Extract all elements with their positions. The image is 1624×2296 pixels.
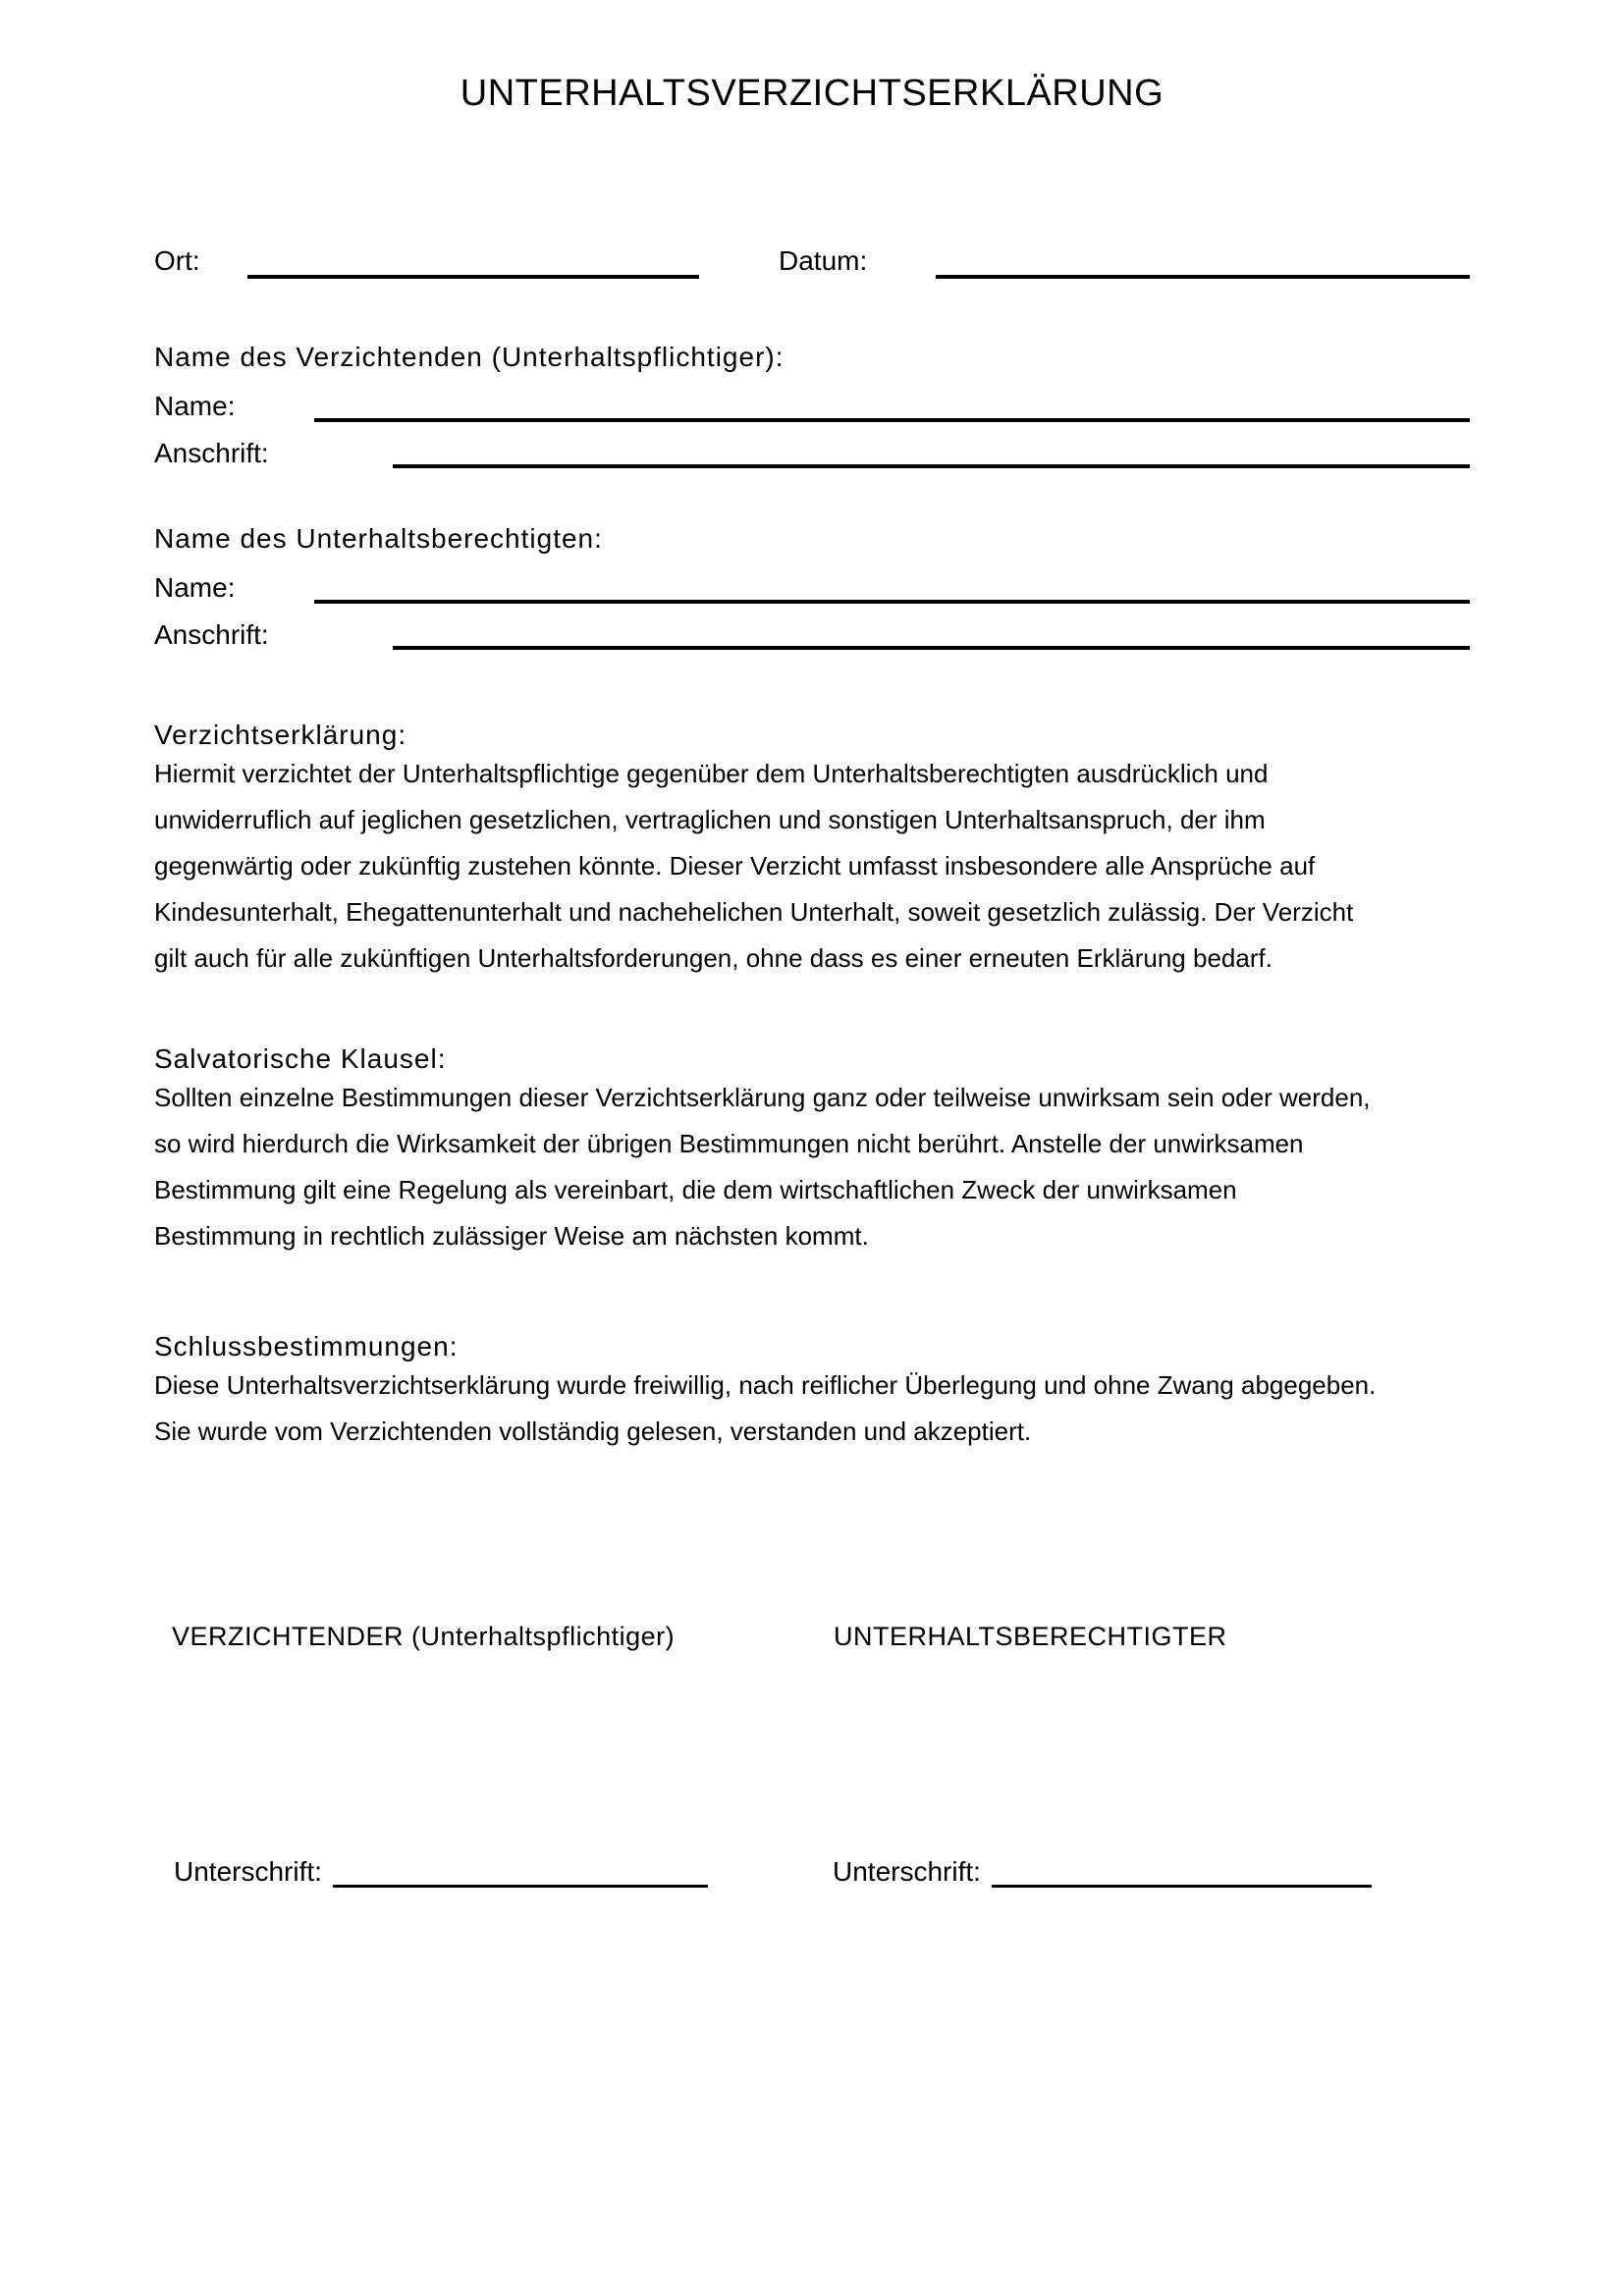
paragraph-line: unwiderruflich auf jeglichen gesetzlichen, vertraglichen und sonstigen Unterhaltsanspruch, der ihm	[154, 805, 1266, 834]
severability-section-heading: Salvatorische Klausel:	[154, 1043, 447, 1074]
final-paragraph	[154, 1362, 1376, 1455]
paragraph-line: gilt auch für alle zukünftigen Unterhaltsforderungen, ohne dass es einer erneuten Erklärung bedarf.	[154, 943, 1272, 973]
signature-left-heading: VERZICHTENDER (Unterhaltspflichtiger)	[172, 1622, 676, 1651]
obligor-name-label: Name:	[154, 391, 236, 421]
paragraph-line: Hiermit verzichtet der Unterhaltspflichtige gegenüber dem Unterhaltsberechtigten ausdrücklich und	[154, 759, 1269, 788]
paragraph-line: Kindesunterhalt, Ehegattenunterhalt und nachehelichen Unterhalt, soweit gesetzlich zulässig. Der Verzicht	[154, 897, 1354, 927]
beneficiary-anschrift-input-line[interactable]	[393, 646, 1470, 650]
datum-input-line[interactable]	[936, 275, 1470, 279]
final-section-heading: Schlussbestimmungen:	[154, 1331, 459, 1362]
paragraph-line: Sie wurde vom Verzichtenden vollständig gelesen, verstanden und akzeptiert.	[154, 1416, 1032, 1446]
ort-input-line[interactable]	[247, 275, 699, 279]
beneficiary-anschrift-label: Anschrift:	[154, 619, 269, 650]
obligor-anschrift-label: Anschrift:	[154, 438, 269, 468]
paragraph-line: Sollten einzelne Bestimmungen dieser Verzichtserklärung ganz oder teilweise unwirksam sein oder werden,	[154, 1083, 1371, 1112]
obligor-section-heading: Name des Verzichtenden (Unterhaltspflichtiger):	[154, 342, 785, 372]
obligor-name-input-line[interactable]	[314, 418, 1470, 422]
obligor-anschrift-input-line[interactable]	[393, 464, 1470, 468]
paragraph-line: Bestimmung gilt eine Regelung als vereinbart, die dem wirtschaftlichen Zweck der unwirksamen	[154, 1175, 1237, 1204]
signature-right-heading: UNTERHALTSBERECHTIGTER	[834, 1622, 1227, 1651]
beneficiary-name-input-line[interactable]	[314, 600, 1470, 604]
paragraph-line: Diese Unterhaltsverzichtserklärung wurde freiwillig, nach reiflicher Überlegung und ohne Zwang abgegeben.	[154, 1370, 1377, 1400]
beneficiary-section-heading: Name des Unterhaltsberechtigten:	[154, 523, 603, 554]
signature-right-label: Unterschrift:	[833, 1856, 981, 1887]
page-title: UNTERHALTSVERZICHTSERKLÄRUNG	[460, 73, 1164, 114]
paragraph-line: so wird hierdurch die Wirksamkeit der übrigen Bestimmungen nicht berührt. Anstelle der unwirksamen	[154, 1129, 1304, 1158]
signature-left-label: Unterschrift:	[174, 1856, 322, 1887]
waiver-section-heading: Verzichtserklärung:	[154, 720, 407, 750]
beneficiary-name-label: Name:	[154, 572, 236, 603]
paragraph-line: Bestimmung in rechtlich zulässiger Weise am nächsten kommt.	[154, 1221, 869, 1251]
datum-label: Datum:	[779, 245, 868, 276]
ort-label: Ort:	[154, 245, 200, 276]
signature-left-line[interactable]	[333, 1885, 708, 1888]
severability-paragraph	[154, 1075, 1371, 1259]
waiver-paragraph	[154, 751, 1353, 982]
paragraph-line: gegenwärtig oder zukünftig zustehen könnte. Dieser Verzicht umfasst insbesondere alle Ansprüche auf	[154, 851, 1316, 881]
signature-right-line[interactable]	[992, 1885, 1372, 1888]
